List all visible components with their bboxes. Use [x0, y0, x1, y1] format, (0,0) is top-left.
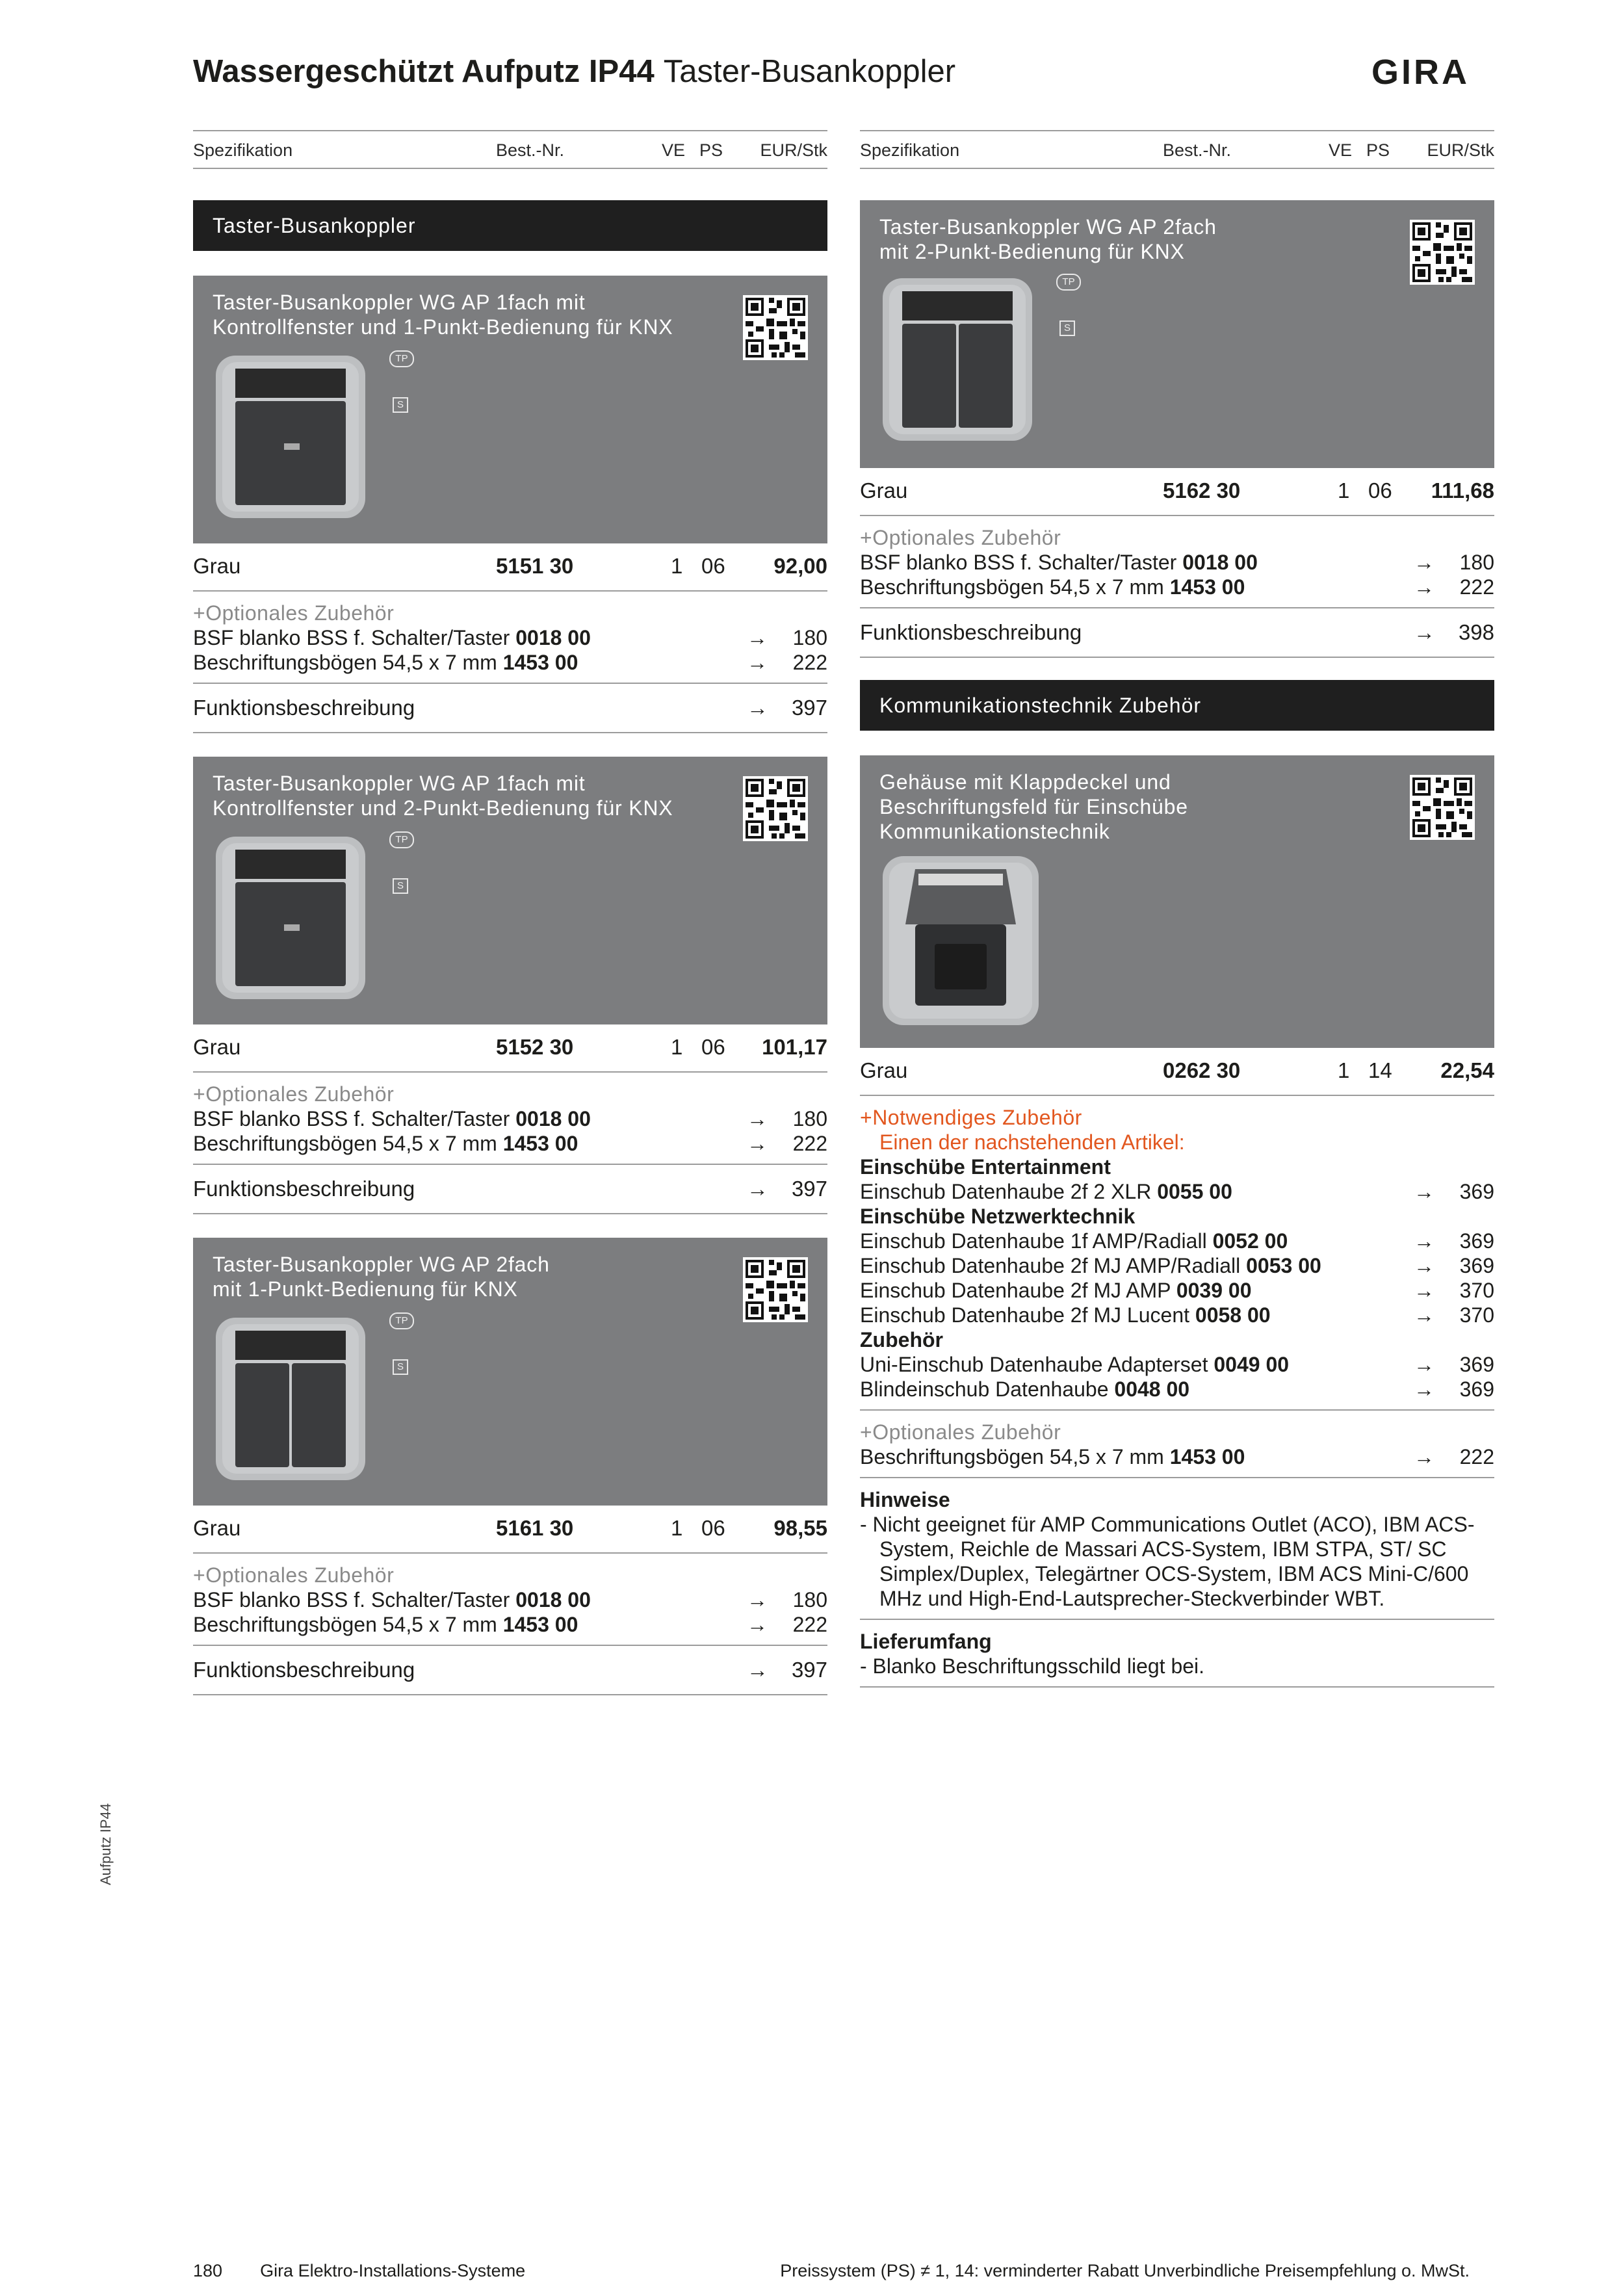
side-label: Aufputz IP44	[97, 1803, 114, 1885]
qr-code-icon[interactable]	[1410, 775, 1475, 840]
s-badge: S	[1059, 320, 1075, 336]
qr-code-icon[interactable]	[743, 776, 808, 841]
function-description-link[interactable]: Funktionsbeschreibung → 397	[193, 1165, 827, 1214]
price-row: Grau 0262 30 1 14 22,54	[860, 1048, 1494, 1096]
optional-accessories: +Optionales Zubehör Beschriftungsbögen 54,5 x 7 mm 1453 00 → 222	[860, 1411, 1494, 1478]
section-title: Taster-Busankoppler	[193, 200, 827, 251]
page-number: 180	[193, 2261, 223, 2280]
page-title	[193, 53, 955, 90]
device-2fach-icon	[213, 1314, 369, 1483]
accessory-line[interactable]: Einschub Datenhaube 2f MJ AMP 0039 00 → 370	[860, 1279, 1494, 1302]
optional-accessories: +Optionales Zubehör BSF blanko BSS f. Schalter/Taster 0018 00 → 180 Beschriftungsbögen 54,5 x 7 mm 1453 00 → 222	[193, 592, 827, 684]
accessory-line[interactable]: Beschriftungsbögen 54,5 x 7 mm 1453 00 → 222	[860, 575, 1494, 599]
header-spec: Spezifikation	[860, 140, 960, 160]
product-title: Taster-Busankoppler WG AP 2fach mit 1-Punkt-Bedienung für KNX	[213, 1253, 550, 1301]
header-ve: VE	[1329, 140, 1353, 160]
header-eur: EUR/Stk	[1427, 140, 1494, 160]
price-row: Grau 5152 30 1 06 101,17	[193, 1024, 827, 1073]
accessory-line[interactable]: Einschub Datenhaube 2f 2 XLR 0055 00 → 369	[860, 1180, 1494, 1203]
brand-logo: GIRA	[1371, 53, 1470, 92]
footer-right: Preissystem (PS) ≠ 1, 14: verminderter Rabatt Unverbindliche Preisempfehlung o. MwSt.	[780, 2261, 1470, 2280]
section-title: Kommunikationstechnik Zubehör	[860, 680, 1494, 731]
device-1fach-icon	[213, 352, 369, 521]
hinweise: Hinweise - Nicht geeignet für AMP Communications Outlet (ACO), IBM ACS-System, Reichle de Massari ACS-System, IBM STPA, ST/ SC Simplex/Duplex, Telegärtner OCS-System, IBM ACS Mini-C/600 MHz und High-End-Lautsprecher-Steckverbinder WBT.	[860, 1478, 1494, 1620]
header-ve: VE	[662, 140, 686, 160]
device-1fach-icon	[213, 833, 369, 1002]
tp-badge: TP	[389, 831, 414, 848]
header-spec: Spezifikation	[193, 140, 293, 160]
function-description-link[interactable]: Funktionsbeschreibung → 397	[193, 1646, 827, 1695]
header-ps: PS	[699, 140, 723, 160]
qr-code-icon[interactable]	[743, 1257, 808, 1322]
accessory-line[interactable]: Beschriftungsbögen 54,5 x 7 mm 1453 00 → 222	[860, 1445, 1494, 1468]
qr-code-icon[interactable]	[1410, 220, 1475, 285]
product-title: Taster-Busankoppler WG AP 1fach mit Kontrollfenster und 2-Punkt-Bedienung für KNX	[213, 772, 673, 820]
device-2fach-icon	[879, 275, 1035, 444]
column-header	[860, 130, 1494, 169]
footer-company: Gira Elektro-Installations-Systeme	[260, 2261, 526, 2280]
accessory-line[interactable]: Einschub Datenhaube 1f AMP/Radiall 0052 00 → 369	[860, 1229, 1494, 1253]
accessory-line[interactable]: Uni-Einschub Datenhaube Adapterset 0049 00 → 369	[860, 1353, 1494, 1376]
accessory-line[interactable]: Einschub Datenhaube 2f MJ AMP/Radiall 0053 00 → 369	[860, 1254, 1494, 1277]
right-column	[860, 130, 1494, 1688]
function-description-link[interactable]: Funktionsbeschreibung → 398	[860, 608, 1494, 658]
s-badge: S	[393, 1359, 408, 1375]
optional-accessories: +Optionales Zubehör BSF blanko BSS f. Schalter/Taster 0018 00 → 180 Beschriftungsbögen 54,5 x 7 mm 1453 00 → 222	[860, 516, 1494, 608]
optional-accessories: +Optionales Zubehör BSF blanko BSS f. Schalter/Taster 0018 00 → 180 Beschriftungsbögen 54,5 x 7 mm 1453 00 → 222	[193, 1554, 827, 1646]
price-row: Grau 5151 30 1 06 92,00	[193, 543, 827, 592]
tp-badge: TP	[1056, 274, 1081, 291]
accessory-line[interactable]: BSF blanko BSS f. Schalter/Taster 0018 00 → 180	[193, 626, 827, 649]
header-eur: EUR/Stk	[760, 140, 827, 160]
price-row: Grau 5162 30 1 06 111,68	[860, 468, 1494, 516]
optional-accessories: +Optionales Zubehör BSF blanko BSS f. Schalter/Taster 0018 00 → 180 Beschriftungsbögen 54,5 x 7 mm 1453 00 → 222	[193, 1073, 827, 1165]
accessory-line[interactable]: Beschriftungsbögen 54,5 x 7 mm 1453 00 → 222	[193, 1613, 827, 1636]
page-title-bold: Wassergeschützt Aufputz IP44	[193, 54, 655, 89]
left-column	[193, 130, 827, 1695]
qr-code-icon[interactable]	[743, 295, 808, 360]
accessory-line[interactable]: BSF blanko BSS f. Schalter/Taster 0018 00 → 180	[193, 1588, 827, 1611]
column-header	[193, 130, 827, 169]
required-accessories: +Notwendiges Zubehör Einen der nachstehenden Artikel: Einschübe Entertainment Einschub Datenhaube 2f 2 XLR 0055 00 → 369 Einschübe Netzwerktechnik Einschub Datenhaube 1f AMP/Radiall 0052 00 → 369 Einschub Datenhaube 2f MJ AMP/Radiall 0053 00 → 369 Einschub Datenhaube 2f MJ AMP 0039 00 → 370 Einschub Datenhaube 2f MJ Lucent 0058 00 → 370 Zubehör Uni-Einschub Datenhaube Adapterset 0049 00 → 369 Blindeinschub Datenhaube 0048 00 → 369	[860, 1096, 1494, 1411]
tp-badge: TP	[389, 1312, 414, 1329]
accessory-line[interactable]: Einschub Datenhaube 2f MJ Lucent 0058 00 → 370	[860, 1303, 1494, 1327]
header-best-nr: Best.-Nr.	[1163, 140, 1232, 160]
s-badge: S	[393, 878, 408, 894]
product-card	[860, 755, 1494, 1048]
product-title: Gehäuse mit Klappdeckel und Beschriftungsfeld für Einschübe Kommunikationstechnik	[879, 770, 1188, 843]
product-card	[193, 1238, 827, 1506]
accessory-line[interactable]: Blindeinschub Datenhaube 0048 00 → 369	[860, 1377, 1494, 1401]
price-row: Grau 5161 30 1 06 98,55	[193, 1506, 827, 1554]
footer-left	[193, 2261, 525, 2281]
product-title: Taster-Busankoppler WG AP 1fach mit Kontrollfenster und 1-Punkt-Bedienung für KNX	[213, 291, 673, 339]
function-description-link[interactable]: Funktionsbeschreibung → 397	[193, 684, 827, 733]
accessory-line[interactable]: BSF blanko BSS f. Schalter/Taster 0018 00 → 180	[193, 1107, 827, 1130]
lieferumfang: Lieferumfang - Blanko Beschriftungsschild liegt bei.	[860, 1620, 1494, 1688]
product-card	[193, 276, 827, 543]
header-best-nr: Best.-Nr.	[496, 140, 565, 160]
header-ps: PS	[1366, 140, 1390, 160]
product-title: Taster-Busankoppler WG AP 2fach mit 2-Punkt-Bedienung für KNX	[879, 215, 1217, 263]
accessory-line[interactable]: Beschriftungsbögen 54,5 x 7 mm 1453 00 → 222	[193, 651, 827, 674]
s-badge: S	[393, 397, 408, 413]
accessory-line[interactable]: BSF blanko BSS f. Schalter/Taster 0018 00 → 180	[860, 551, 1494, 574]
housing-flip-lid-icon	[879, 853, 1042, 1028]
tp-badge: TP	[389, 350, 414, 367]
accessory-line[interactable]: Beschriftungsbögen 54,5 x 7 mm 1453 00 → 222	[193, 1132, 827, 1155]
product-card	[193, 757, 827, 1024]
page-title-light: Taster-Busankoppler	[663, 54, 956, 89]
product-card	[860, 200, 1494, 468]
